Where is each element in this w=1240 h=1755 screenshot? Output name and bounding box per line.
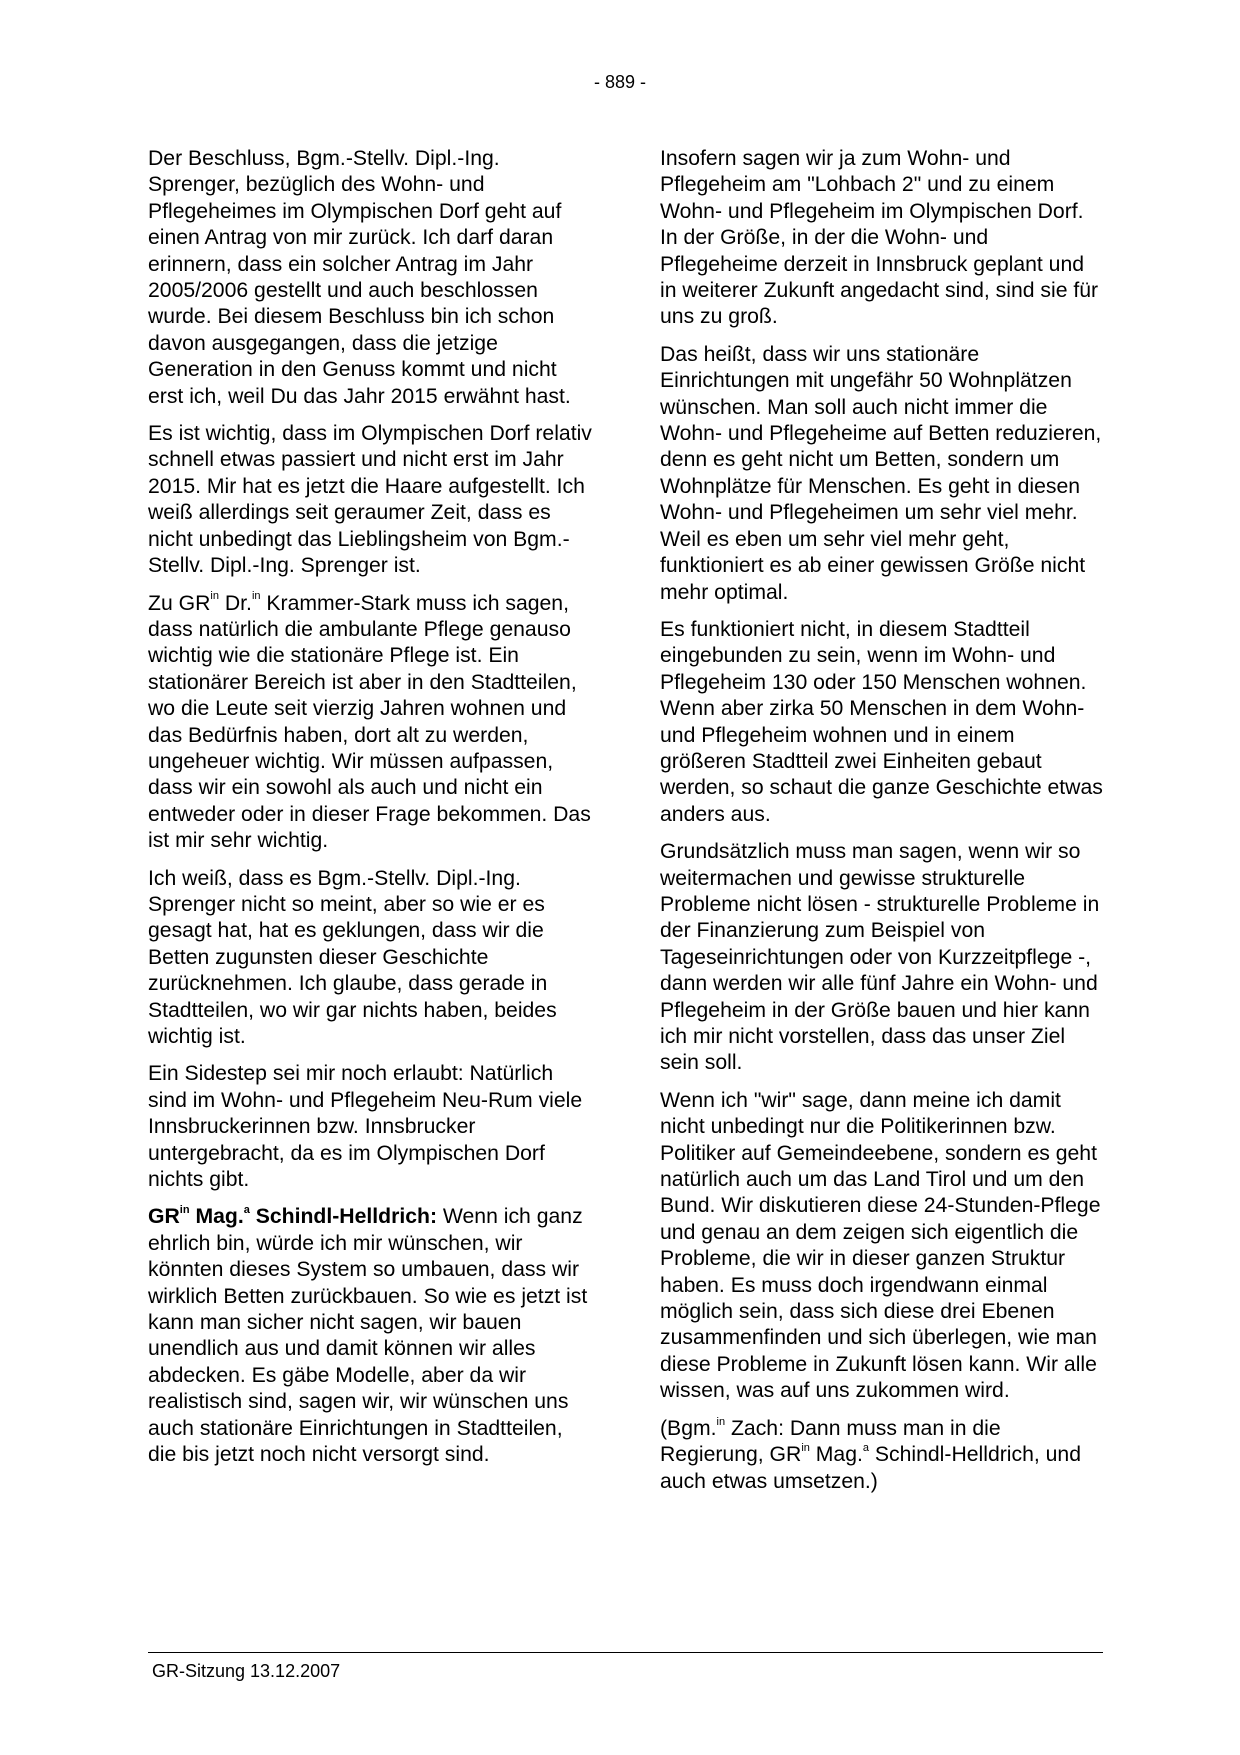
text-run: Mag. bbox=[809, 1443, 863, 1467]
superscript: a bbox=[243, 1204, 250, 1217]
paragraph: Ein Sidestep sei mir noch erlaubt: Natürlich sind im Wohn- und Pflegeheim Neu-Rum viele Innsbruckerinnen bzw. Innsbrucker untergebracht, da es im Olympischen Dorf nichts gibt. bbox=[148, 1062, 583, 1192]
paragraph: Ich weiß, dass es Bgm.-Stellv. Dipl.-Ing. Sprenger nicht so meint, aber so wie er es gesagt hat, hat es geklungen, dass wir die Betten zugunsten dieser Geschichte zurücknehmen. Ich glaube, dass gerade in Stadtteilen, wo wir gar nichts haben, beides wichtig ist. bbox=[148, 866, 557, 1048]
text-run: Schindl-Helldrich, und auch etwas umsetzen.) bbox=[660, 1443, 1081, 1493]
superscript: in bbox=[801, 1442, 810, 1455]
paragraph: Es ist wichtig, dass im Olympischen Dorf relativ schnell etwas passiert und nicht erst im Jahr 2015. Mir hat es jetzt die Haare aufgestellt. Ich weiß allerdings seit geraumer Zeit, dass es nicht unbedingt das Lieblingsheim von Bgm.-Stellv. Dipl.-Ing. Sprenger ist. bbox=[148, 422, 592, 578]
paragraph: Das heißt, dass wir uns stationäre Einrichtungen mit ungefähr 50 Wohnplätzen wünschen. Man soll auch nicht immer die Wohn- und Pflegeheime auf Betten reduzieren, denn es geht nicht um Betten, sondern um Wohnplätze für Menschen. Es geht in diesen Wohn- und Pflegeheimen um sehr viel mehr. Weil es eben um sehr viel mehr geht, funktioniert es ab einer gewissen Größe nicht mehr optimal. bbox=[660, 342, 1102, 604]
paragraph: Insofern sagen wir ja zum Wohn- und Pflegeheim am "Lohbach 2" und zu einem Wohn- und Pflegeheim im Olympischen Dorf. In der Größe, in der die Wohn- und Pflegeheime derzeit in Innsbruck geplant und in weiterer Zukunft angedacht sind, sind sie für uns zu groß. bbox=[660, 147, 1099, 329]
paragraph: Der Beschluss, Bgm.-Stellv. Dipl.-Ing. Sprenger, bezüglich des Wohn- und Pflegeheimes im Olympischen Dorf geht auf einen Antrag von mir zurück. Ich darf daran erinnern, dass ein solcher Antrag im Jahr 2005/2006 gestellt und auch beschlossen wurde. Bei diesem Beschluss bin ich schon davon ausgegangen, dass die jetzige Generation in den Genuss kommt und nicht erst ich, weil Du das Jahr 2015 erwähnt hast. bbox=[148, 147, 571, 408]
paragraph bbox=[148, 591, 592, 855]
superscript: in bbox=[179, 1204, 190, 1217]
text-run: Krammer-Stark muss ich sagen, dass natürlich die ambulante Pflege genauso wichtig wie die stationäre Pflege ist. Ein stationärer Bereich ist aber in den Stadtteilen, wo die Leute seit vierzig Jahren wohnen und das Bedürfnis haben, dort alt zu werden, ungeheuer wichtig. Wir müssen aufpassen, dass wir ein sowohl als auch und nicht ein entweder oder in dieser Frage bekommen. Das ist mir sehr wichtig. bbox=[148, 591, 591, 853]
right-column bbox=[660, 146, 1104, 1506]
text-run: Zach: Dann muss man in die Regierung, GR bbox=[660, 1416, 1001, 1467]
paragraph bbox=[660, 1416, 1104, 1495]
paragraph bbox=[148, 1204, 592, 1468]
text-run: Wenn ich ganz ehrlich bin, würde ich mir wünschen, wir könnten dieses System so umbauen, dass wir wirklich Betten zurückbauen. So wie es jetzt ist kann man sicher nicht sagen, wir bauen unendlich aus und damit können wir alles abdecken. Es gäbe Modelle, aber da wir realistisch sind, sagen wir, wir wünschen uns auch stationäre Einrichtungen in Stadtteilen, die bis jetzt noch nicht versorgt sind. bbox=[148, 1205, 588, 1467]
superscript: a bbox=[862, 1442, 870, 1455]
page-number: - 889 - bbox=[593, 72, 647, 92]
superscript: in bbox=[251, 590, 261, 603]
superscript: in bbox=[716, 1415, 726, 1428]
text-run: (Bgm. bbox=[660, 1416, 717, 1440]
footer-divider bbox=[148, 1652, 1103, 1653]
paragraph: Wenn ich "wir" sage, dann meine ich damit nicht unbedingt nur die Politikerinnen bzw. Politiker auf Gemeindeebene, sondern es geht natürlich auch um das Land Tirol und um den Bund. Wir diskutieren diese 24-Stunden-Pflege und genau an dem zeigen sich eigentlich die Probleme, die wir in dieser ganzen Struktur haben. Es muss doch irgendwann einmal möglich sein, dass sich diese drei Ebenen zusammenfinden und sich überlegen, wie man diese Probleme in Zukunft lösen kann. Wir alle wissen, was auf uns zukommen wird. bbox=[660, 1088, 1101, 1403]
text-run: Mag. bbox=[189, 1205, 244, 1229]
left-column bbox=[148, 146, 592, 1480]
superscript: in bbox=[210, 590, 219, 603]
text-run: Schindl-Helldrich: bbox=[249, 1205, 438, 1229]
text-run: Dr. bbox=[218, 591, 252, 615]
footer-session-date: GR-Sitzung 13.12.2007 bbox=[152, 1661, 341, 1681]
speaker-name bbox=[148, 1205, 437, 1228]
text-run: GR bbox=[148, 1205, 180, 1229]
paragraph: Es funktioniert nicht, in diesem Stadtteil eingebunden zu sein, wenn im Wohn- und Pflegeheim 130 oder 150 Menschen wohnen. Wenn aber zirka 50 Menschen in dem Wohn- und Pflegeheim wohnen und in einem größeren Stadtteil zwei Einheiten gebaut werden, so schaut die ganze Geschichte etwas anders aus. bbox=[660, 617, 1103, 826]
paragraph: Grundsätzlich muss man sagen, wenn wir so weitermachen und gewisse strukturelle Probleme nicht lösen - strukturelle Probleme in der Finanzierung zum Beispiel von Tageseinrichtungen oder von Kurzzeitpflege -, dann werden wir alle fünf Jahre ein Wohn- und Pflegeheim in der Größe bauen und hier kann ich mir nicht vorstellen, dass das unser Ziel sein soll. bbox=[660, 840, 1100, 1075]
text-run: Zu GR bbox=[148, 591, 211, 615]
